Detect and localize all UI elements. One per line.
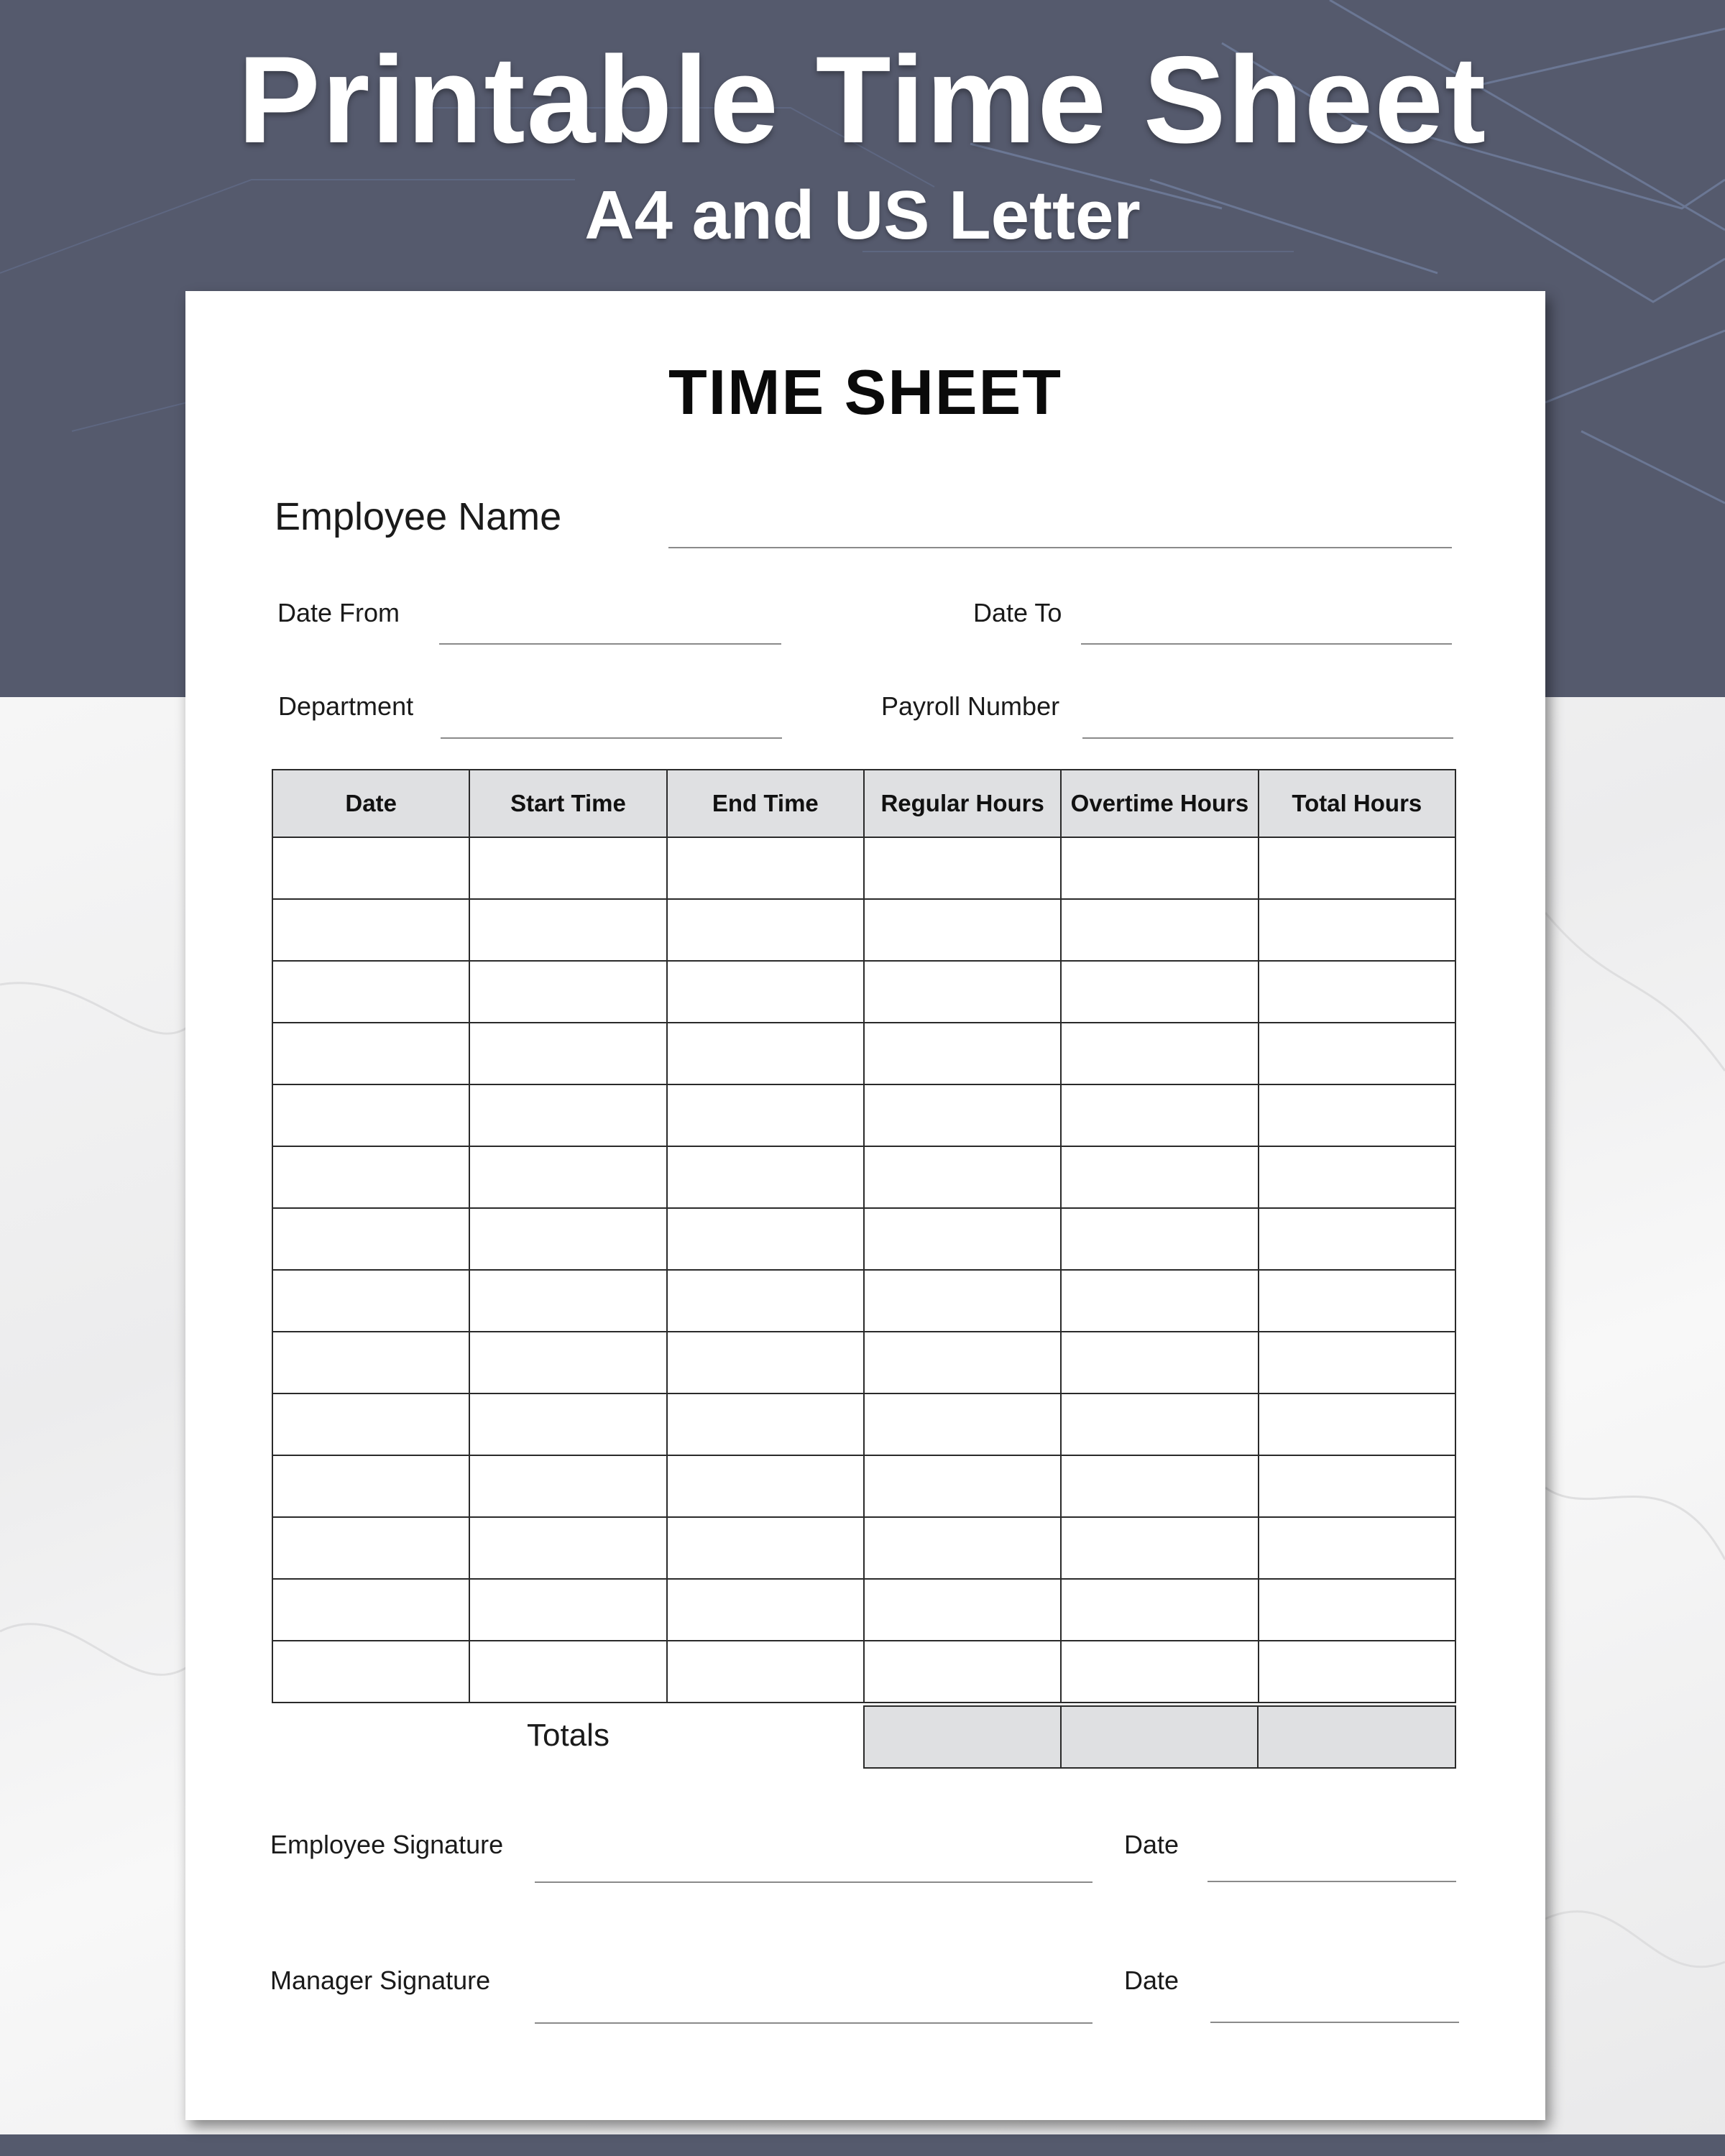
table-row: [272, 1641, 1455, 1703]
table-cell[interactable]: [1061, 1579, 1258, 1641]
timesheet-page: [185, 291, 1545, 2120]
table-cell[interactable]: [864, 1270, 1061, 1332]
table-cell[interactable]: [1259, 1146, 1455, 1208]
table-cell[interactable]: [667, 1084, 864, 1146]
table-cell[interactable]: [864, 1146, 1061, 1208]
table-cell[interactable]: [667, 1023, 864, 1084]
table-cell[interactable]: [272, 1393, 469, 1455]
table-cell[interactable]: [667, 899, 864, 961]
manager-date-label: Date: [1124, 1966, 1179, 1995]
table-row: [272, 1332, 1455, 1393]
table-cell[interactable]: [667, 1393, 864, 1455]
date-to-line[interactable]: [1081, 643, 1452, 645]
table-cell[interactable]: [469, 1084, 666, 1146]
table-cell[interactable]: [864, 1393, 1061, 1455]
bottom-strip: [0, 2134, 1725, 2156]
table-row: [272, 837, 1455, 899]
table-cell[interactable]: [1061, 1455, 1258, 1517]
table-cell[interactable]: [272, 1208, 469, 1270]
table-cell[interactable]: [469, 1023, 666, 1084]
table-cell[interactable]: [1259, 1393, 1455, 1455]
table-cell[interactable]: [1061, 961, 1258, 1023]
table-cell[interactable]: [272, 1270, 469, 1332]
table-row: [272, 1270, 1455, 1332]
table-cell[interactable]: [1259, 1270, 1455, 1332]
column-header-end-time: End Time: [667, 770, 864, 837]
table-cell[interactable]: [469, 1208, 666, 1270]
table-row: [272, 1146, 1455, 1208]
table-row: [272, 1208, 1455, 1270]
table-row: [272, 1455, 1455, 1517]
table-cell[interactable]: [667, 1455, 864, 1517]
table-cell[interactable]: [864, 1084, 1061, 1146]
table-cell[interactable]: [1061, 1270, 1258, 1332]
table-cell[interactable]: [469, 1270, 666, 1332]
table-cell[interactable]: [469, 1393, 666, 1455]
table-cell[interactable]: [469, 1579, 666, 1641]
table-cell[interactable]: [272, 1455, 469, 1517]
table-cell[interactable]: [272, 1641, 469, 1703]
table-cell[interactable]: [272, 837, 469, 899]
table-row: [272, 1393, 1455, 1455]
table-header-row: [272, 770, 1455, 837]
payroll-number-line[interactable]: [1082, 737, 1453, 739]
table-cell[interactable]: [1259, 1023, 1455, 1084]
table-cell[interactable]: [1061, 1084, 1258, 1146]
table-cell[interactable]: [1259, 1084, 1455, 1146]
column-header-date: Date: [272, 770, 469, 837]
column-header-start-time: Start Time: [469, 770, 666, 837]
table-row: [272, 1579, 1455, 1641]
table-row: [272, 1084, 1455, 1146]
manager-date-line[interactable]: [1210, 2022, 1459, 2023]
table-row: [272, 961, 1455, 1023]
department-line[interactable]: [441, 737, 782, 739]
table-cell[interactable]: [1061, 837, 1258, 899]
table-cell[interactable]: [1061, 1146, 1258, 1208]
table-cell[interactable]: [864, 1641, 1061, 1703]
total-regular-hours-cell[interactable]: [863, 1705, 1062, 1769]
date-to-label: Date To: [973, 598, 1062, 627]
table-cell[interactable]: [272, 1023, 469, 1084]
table-cell[interactable]: [1061, 1641, 1258, 1703]
table-cell[interactable]: [667, 1270, 864, 1332]
table-cell[interactable]: [864, 1517, 1061, 1579]
promo-title: Printable Time Sheet: [237, 31, 1488, 169]
column-header-regular-hours: Regular Hours: [864, 770, 1061, 837]
table-cell[interactable]: [272, 1146, 469, 1208]
table-row: [272, 1517, 1455, 1579]
table-cell[interactable]: [1259, 1641, 1455, 1703]
table-cell[interactable]: [667, 1332, 864, 1393]
table-cell[interactable]: [1259, 899, 1455, 961]
table-cell[interactable]: [469, 1641, 666, 1703]
table-cell[interactable]: [1259, 1208, 1455, 1270]
department-label: Department: [278, 691, 414, 721]
table-cell[interactable]: [1259, 961, 1455, 1023]
table-cell[interactable]: [1259, 1517, 1455, 1579]
total-hours-cell[interactable]: [1257, 1705, 1456, 1769]
table-cell[interactable]: [469, 899, 666, 961]
column-header-total-hours: Total Hours: [1259, 770, 1455, 837]
column-header-overtime-hours: Overtime Hours: [1061, 770, 1258, 837]
employee-signature-line[interactable]: [535, 1881, 1092, 1883]
date-from-label: Date From: [277, 598, 400, 627]
table-cell[interactable]: [667, 1579, 864, 1641]
table-cell[interactable]: [469, 1146, 666, 1208]
employee-signature-label: Employee Signature: [270, 1830, 504, 1859]
table-cell[interactable]: [667, 1208, 864, 1270]
table-cell[interactable]: [1061, 899, 1258, 961]
table-cell[interactable]: [864, 899, 1061, 961]
table-cell[interactable]: [667, 1517, 864, 1579]
table-cell[interactable]: [864, 1332, 1061, 1393]
employee-date-label: Date: [1124, 1830, 1179, 1859]
table-cell[interactable]: [1259, 1455, 1455, 1517]
table-cell[interactable]: [469, 961, 666, 1023]
table-cell[interactable]: [1061, 1208, 1258, 1270]
table-cell[interactable]: [1061, 1517, 1258, 1579]
table-cell[interactable]: [667, 961, 864, 1023]
timesheet-table: [272, 769, 1456, 1703]
table-cell[interactable]: [864, 961, 1061, 1023]
table-cell[interactable]: [864, 837, 1061, 899]
table-cell[interactable]: [864, 1579, 1061, 1641]
table-cell[interactable]: [667, 1641, 864, 1703]
table-cell[interactable]: [864, 1208, 1061, 1270]
table-cell[interactable]: [864, 1023, 1061, 1084]
promo-subtitle: A4 and US Letter: [584, 177, 1141, 254]
table-cell[interactable]: [469, 837, 666, 899]
table-cell[interactable]: [1061, 1393, 1258, 1455]
table-cell[interactable]: [1061, 1332, 1258, 1393]
manager-signature-line[interactable]: [535, 2022, 1092, 2024]
table-cell[interactable]: [1061, 1023, 1258, 1084]
manager-signature-label: Manager Signature: [270, 1966, 491, 1995]
employee-name-label: Employee Name: [275, 495, 562, 538]
totals-label: Totals: [527, 1718, 610, 1753]
table-cell[interactable]: [1259, 1579, 1455, 1641]
timesheet-body: [272, 837, 1455, 1703]
table-cell[interactable]: [272, 1084, 469, 1146]
table-row: [272, 899, 1455, 961]
table-cell[interactable]: [1259, 837, 1455, 899]
table-cell[interactable]: [667, 837, 864, 899]
date-from-line[interactable]: [439, 643, 781, 645]
table-cell[interactable]: [469, 1332, 666, 1393]
table-row: [272, 1023, 1455, 1084]
table-cell[interactable]: [272, 1579, 469, 1641]
table-cell[interactable]: [272, 1517, 469, 1579]
employee-name-line[interactable]: [668, 547, 1452, 548]
payroll-number-label: Payroll Number: [881, 691, 1060, 721]
table-cell[interactable]: [469, 1517, 666, 1579]
employee-date-line[interactable]: [1208, 1881, 1456, 1882]
sheet-title: TIME SHEET: [668, 356, 1063, 428]
table-cell[interactable]: [864, 1455, 1061, 1517]
total-overtime-hours-cell[interactable]: [1060, 1705, 1259, 1769]
table-cell[interactable]: [272, 961, 469, 1023]
table-cell[interactable]: [469, 1455, 666, 1517]
table-cell[interactable]: [1259, 1332, 1455, 1393]
table-cell[interactable]: [272, 1332, 469, 1393]
table-cell[interactable]: [667, 1146, 864, 1208]
table-cell[interactable]: [272, 899, 469, 961]
